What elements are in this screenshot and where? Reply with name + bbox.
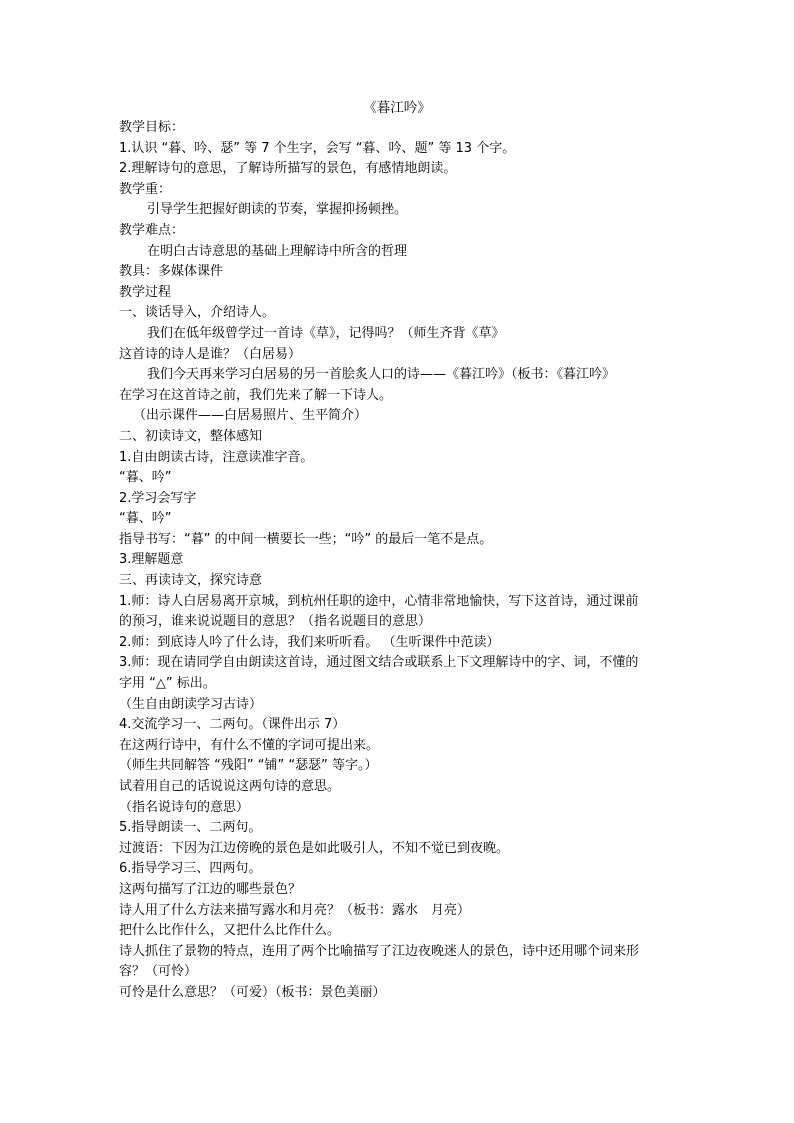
text-line: 诗人抓住了景物的特点，连用了两个比喻描写了江边夜晚迷人的景色，诗中还用哪个词来形 (119, 943, 640, 959)
document-title: 《暮江吟》 (363, 100, 431, 116)
text-line: 三、再读诗文，探究诗意 (119, 573, 263, 589)
text-line: 容？（可怜） (119, 964, 198, 980)
text-line: 6.指导学习三、四两句。 (119, 861, 262, 877)
text-line: 教学目标： (119, 120, 185, 135)
text-line: 1.认识 “暮、吟、瑟” 等 7 个生字，会写 “暮、吟、题” 等 13 个字。 (119, 140, 516, 156)
text-line: 引导学生把握好朗读的节奏，掌握抑扬顿挫。 (147, 202, 408, 218)
text-line: 在学习在这首诗之前，我们先来了解一下诗人。 (119, 387, 393, 403)
text-line: 字用 “△” 标出。 (119, 676, 216, 692)
text-line: 教学重： (119, 181, 172, 197)
text-line: 3.理解题意 (119, 552, 184, 568)
text-line: 指导书写：“暮” 的中间一横要长一些；“吟” 的最后一笔不是点。 (119, 531, 493, 547)
text-line: “暮、吟” (119, 511, 172, 527)
text-line: 试着用自己的话说说这两句诗的意思。 (119, 779, 341, 794)
text-line: 这两句描写了江边的哪些景色？ (119, 881, 302, 897)
text-line: 一、谈话导入，介绍诗人。 (119, 305, 276, 321)
text-line: 5.指导朗读一、二两句。 (119, 820, 262, 836)
text-line: 1.师：诗人白居易离开京城，到杭州任职的途中，心情非常地愉快，写下这首诗，通过课前 (119, 593, 639, 609)
text-line: 可怜是什么意思？（可爱）（板书：景色美丽） (119, 984, 386, 1000)
text-line: 在这两行诗中，有什么不懂的字词可提出来。 (119, 737, 380, 753)
text-line: “暮、吟” (119, 470, 172, 486)
text-line: 2.学习会写字 (119, 490, 197, 506)
text-line: 4.交流学习一、二两句。（课件出示 7） (119, 717, 346, 733)
text-line: 诗人用了什么方法来描写露水和月亮？（板书：露水 月亮） (119, 902, 471, 918)
text-line: 教学难点： (119, 222, 185, 238)
text-line: 过渡语：下因为江边傍晚的景色是如此吸引人，不知不觉已到夜晚。 (119, 840, 510, 856)
text-line: 我们在低年级曾学过一首诗《草》，记得吗？（师生齐背《草》 (147, 325, 505, 341)
text-line: 这首诗的诗人是谁？（白居易） (119, 346, 302, 362)
text-line: 的预习，谁来说说题目的意思？（指名说题目的意思） (119, 614, 432, 630)
text-line: 2.师：到底诗人吟了什么诗，我们来听听看。 （生听课件中范读） (119, 634, 500, 650)
text-line: （出示课件——白居易照片、生平简介） (133, 408, 368, 424)
text-line: （指名说诗句的意思） (119, 799, 250, 815)
document-body (119, 118, 679, 1004)
text-line: 我们今天再来学习白居易的另一首脍炙人口的诗——《暮江吟》（板书：《暮江吟》 (147, 367, 616, 383)
text-line: （生自由朗读学习古诗） (119, 696, 263, 712)
text-line: （师生共同解答 “残阳” “铺” “瑟瑟” 等字。） (119, 758, 378, 774)
text-line: 把什么比作什么，又把什么比作什么。 (119, 923, 341, 939)
text-line: 教具：多媒体课件 (119, 264, 224, 280)
text-line: 在明白古诗意思的基础上理解诗中所含的哲理 (147, 243, 408, 259)
text-line: 二、初读诗文，整体感知 (119, 428, 263, 444)
text-line: 教学过程 (119, 284, 172, 300)
text-line: 2.理解诗句的意思，了解诗所描写的景色，有感情地朗读。 (119, 161, 457, 177)
text-line: 1.自由朗读古诗，注意读准字音。 (119, 449, 314, 465)
text-line: 3.师：现在请同学自由朗读这首诗，通过图文结合或联系上下文理解诗中的字、词，不懂的 (119, 655, 639, 671)
